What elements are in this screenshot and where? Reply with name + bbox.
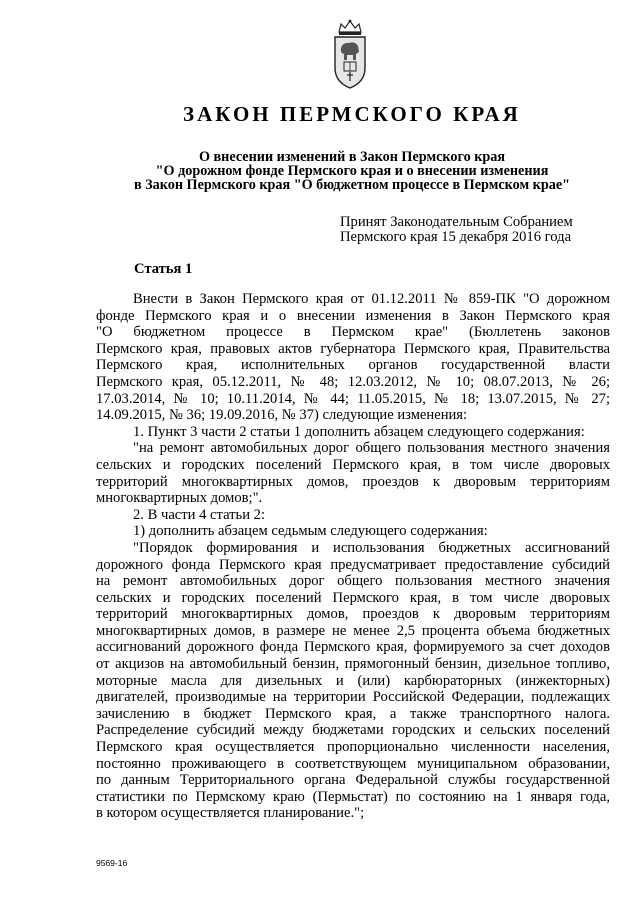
- article-text-line: ассигнований дорожного фонда Пермского края, формируемого за счет доходов: [96, 639, 610, 656]
- article-text-line: "на ремонт автомобильных дорог общего пользования местного значения: [133, 440, 610, 457]
- article-text-line: 17.03.2014, № 10; 10.11.2014, № 44; 11.05.2015, № 18; 13.07.2015, № 27;: [96, 390, 610, 407]
- article-text-line: двигателей, производимые на территории Российской Федерации, подлежащих: [96, 689, 610, 706]
- article-text-line: по данным Территориального органа Федеральной службы государственной: [96, 772, 610, 789]
- article-heading: Статья 1: [134, 261, 193, 277]
- article-text-line: территорий многоквартирных домов, проездов к дворовым территориям: [96, 606, 610, 623]
- article-text-line: сельских и городских поселений Пермского края, в том числе дворовых: [96, 589, 610, 606]
- law-subtitle: [0, 150, 640, 192]
- article-text-line: Распределение субсидий между бюджетами городских и сельских поселений: [96, 722, 610, 739]
- article-text-line: моторные масла для дизельных и (или) карбюраторных (инжекторных): [96, 672, 610, 689]
- article-text-line: "О бюджетном процессе в Пермском крае" (Бюллетень законов: [96, 324, 610, 341]
- article-text-line: многоквартирных домов;".: [96, 490, 263, 507]
- adoption-note: [340, 215, 600, 244]
- coat-of-arms-icon: [331, 18, 369, 90]
- article-text-line: 14.09.2015, № 36; 19.09.2016, № 37) следующие изменения:: [96, 407, 468, 424]
- article-text-line: от акцизов на автомобильный бензин, прямогонный бензин, дизельное топливо,: [96, 656, 610, 673]
- document-code: 9569-16: [96, 858, 128, 868]
- article-text-line: фонде Пермского края и о внесении изменения в Закон Пермского края: [96, 307, 610, 324]
- article-text-line: Пермского края, исполнительных органов государственной власти: [96, 357, 610, 374]
- article-text-line: сельских и городских поселений Пермского края, в том числе дворовых: [96, 456, 610, 473]
- article-text-line: на ремонт автомобильных дорог общего пользования местного значения: [96, 573, 610, 590]
- article-text-line: 1. Пункт 3 части 2 статьи 1 дополнить абзацем следующего содержания:: [133, 423, 585, 440]
- subtitle-line: "О дорожном фонде Пермского края и о внесении изменения: [155, 163, 549, 179]
- article-text-line: Пермского края, 05.12.2011, № 48; 12.03.2012, № 10; 08.07.2013, № 26;: [96, 373, 610, 390]
- law-title: ЗАКОН ПЕРМСКОГО КРАЯ: [183, 102, 521, 126]
- article-text-line: Пермского края осуществляется пропорционально численности населения,: [96, 739, 610, 756]
- adoption-line: Пермского края 15 декабря 2016 года: [340, 228, 572, 245]
- article-text-line: 2. В части 4 статьи 2:: [133, 506, 266, 523]
- article-text-line: дорожного фонда Пермского края предусматривает предоставление субсидий: [96, 556, 610, 573]
- article-text-line: в котором осуществляется планирование.";: [96, 805, 365, 822]
- article-text-line: зачислению в бюджет Пермского края, а также транспортного налога.: [96, 705, 610, 722]
- article-text-line: постоянно проживающего в соответствующем муниципальном образовании,: [96, 755, 610, 772]
- article-body: [96, 291, 610, 822]
- article-text-line: многоквартирных домов, в размере не менее 2,5 процента объема бюджетных: [96, 622, 610, 639]
- subtitle-line: О внесении изменений в Закон Пермского края: [198, 149, 506, 165]
- article-text-line: статистики по Пермскому краю (Пермьстат) по состоянию на 1 января года,: [96, 788, 610, 805]
- article-text-line: "Порядок формирования и использования бюджетных ассигнований: [133, 539, 610, 556]
- article-text-line: территорий многоквартирных домов, проездов к дворовым территориям: [96, 473, 610, 490]
- article-text-line: 1) дополнить абзацем седьмым следующего содержания:: [133, 523, 488, 540]
- subtitle-line: в Закон Пермского края "О бюджетном процессе в Пермском крае": [133, 177, 571, 193]
- adoption-line: Принят Законодательным Собранием: [340, 214, 573, 230]
- article-text-line: Внести в Закон Пермского края от 01.12.2011 № 859-ПК "О дорожном: [133, 291, 610, 307]
- article-text-line: Пермского края, правовых актов губернатора Пермского края, Правительства: [96, 340, 610, 357]
